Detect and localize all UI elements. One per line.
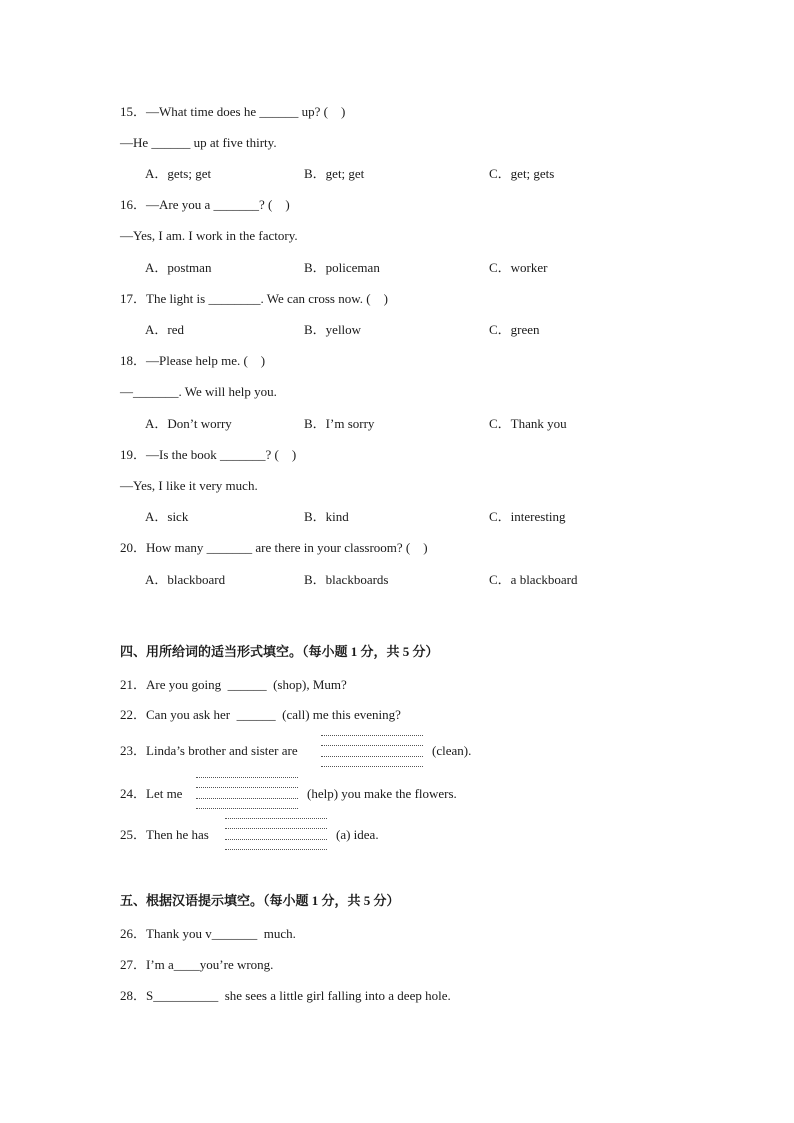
question-19-stem: 19．—Is the book _______? ( ): [120, 447, 297, 462]
question-23-suffix: (clean).: [432, 743, 472, 758]
question-27: 27．I’m a____you’re wrong.: [120, 957, 274, 972]
question-16-stem: 16．—Are you a _______? ( ): [120, 197, 290, 212]
question-19-extra: —Yes, I like it very much.: [120, 478, 258, 493]
question-24-suffix: (help) you make the flowers.: [307, 786, 457, 801]
section-5-title: 五、根据汉语提示填空。（每小题 1 分，共 5 分）: [120, 893, 400, 908]
question-17-option-b: B．yellow: [304, 322, 362, 337]
answer-blank-line: [225, 828, 327, 829]
question-15-extra: —He ______ up at five thirty.: [120, 135, 277, 150]
answer-blank-line: [196, 808, 298, 809]
question-26: 26．Thank you v_______ much.: [120, 926, 296, 941]
question-20-stem: 20．How many _______ are there in your classroom? ( ): [120, 540, 428, 555]
answer-blank-line: [321, 735, 423, 736]
question-18-stem: 18．—Please help me. ( ): [120, 353, 266, 368]
question-17-option-a: A．red: [145, 322, 184, 337]
question-16-extra: —Yes, I am. I work in the factory.: [120, 228, 298, 243]
question-25-suffix: (a) idea.: [336, 827, 379, 842]
answer-blank-line: [321, 766, 423, 767]
question-23-prefix: 23．Linda’s brother and sister are: [120, 743, 298, 758]
question-20-option-c: C．a blackboard: [489, 572, 578, 587]
question-19-option-a: A．sick: [145, 509, 189, 524]
question-19-option-b: B．kind: [304, 509, 349, 524]
question-24-prefix: 24．Let me: [120, 786, 183, 801]
question-18-option-b: B．I’m sorry: [304, 416, 375, 431]
question-20-option-a: A．blackboard: [145, 572, 226, 587]
question-20-option-b: B．blackboards: [304, 572, 389, 587]
answer-blank-line: [225, 849, 327, 850]
question-16-option-c: C．worker: [489, 260, 548, 275]
question-18-extra: —_______. We will help you.: [120, 384, 277, 399]
question-19-option-c: C．interesting: [489, 509, 566, 524]
answer-blank-line: [196, 798, 298, 799]
answer-blank-line: [196, 777, 298, 778]
answer-blank-line: [321, 745, 423, 746]
question-17-option-c: C．green: [489, 322, 540, 337]
question-16-option-a: A．postman: [145, 260, 212, 275]
question-18-option-c: C．Thank you: [489, 416, 567, 431]
question-15-stem: 15．—What time does he ______ up? ( ): [120, 104, 346, 119]
question-25-prefix: 25．Then he has: [120, 827, 209, 842]
question-28: 28．S__________ she sees a little girl falling into a deep hole.: [120, 988, 451, 1003]
question-15-option-c: C．get; gets: [489, 166, 555, 181]
answer-blank-line: [196, 787, 298, 788]
answer-blank-line: [225, 818, 327, 819]
question-15-option-b: B．get; get: [304, 166, 365, 181]
answer-blank-line: [321, 756, 423, 757]
answer-blank-line: [225, 839, 327, 840]
question-21: 21．Are you going ______ (shop), Mum?: [120, 677, 347, 692]
section-4-title: 四、用所给词的适当形式填空。（每小题 1 分，共 5 分）: [120, 644, 439, 659]
question-18-option-a: A．Don’t worry: [145, 416, 232, 431]
question-17-stem: 17．The light is ________. We can cross now. ( ): [120, 291, 388, 306]
question-22: 22．Can you ask her ______ (call) me this evening?: [120, 707, 401, 722]
question-15-option-a: A．gets; get: [145, 166, 212, 181]
question-16-option-b: B．policeman: [304, 260, 380, 275]
